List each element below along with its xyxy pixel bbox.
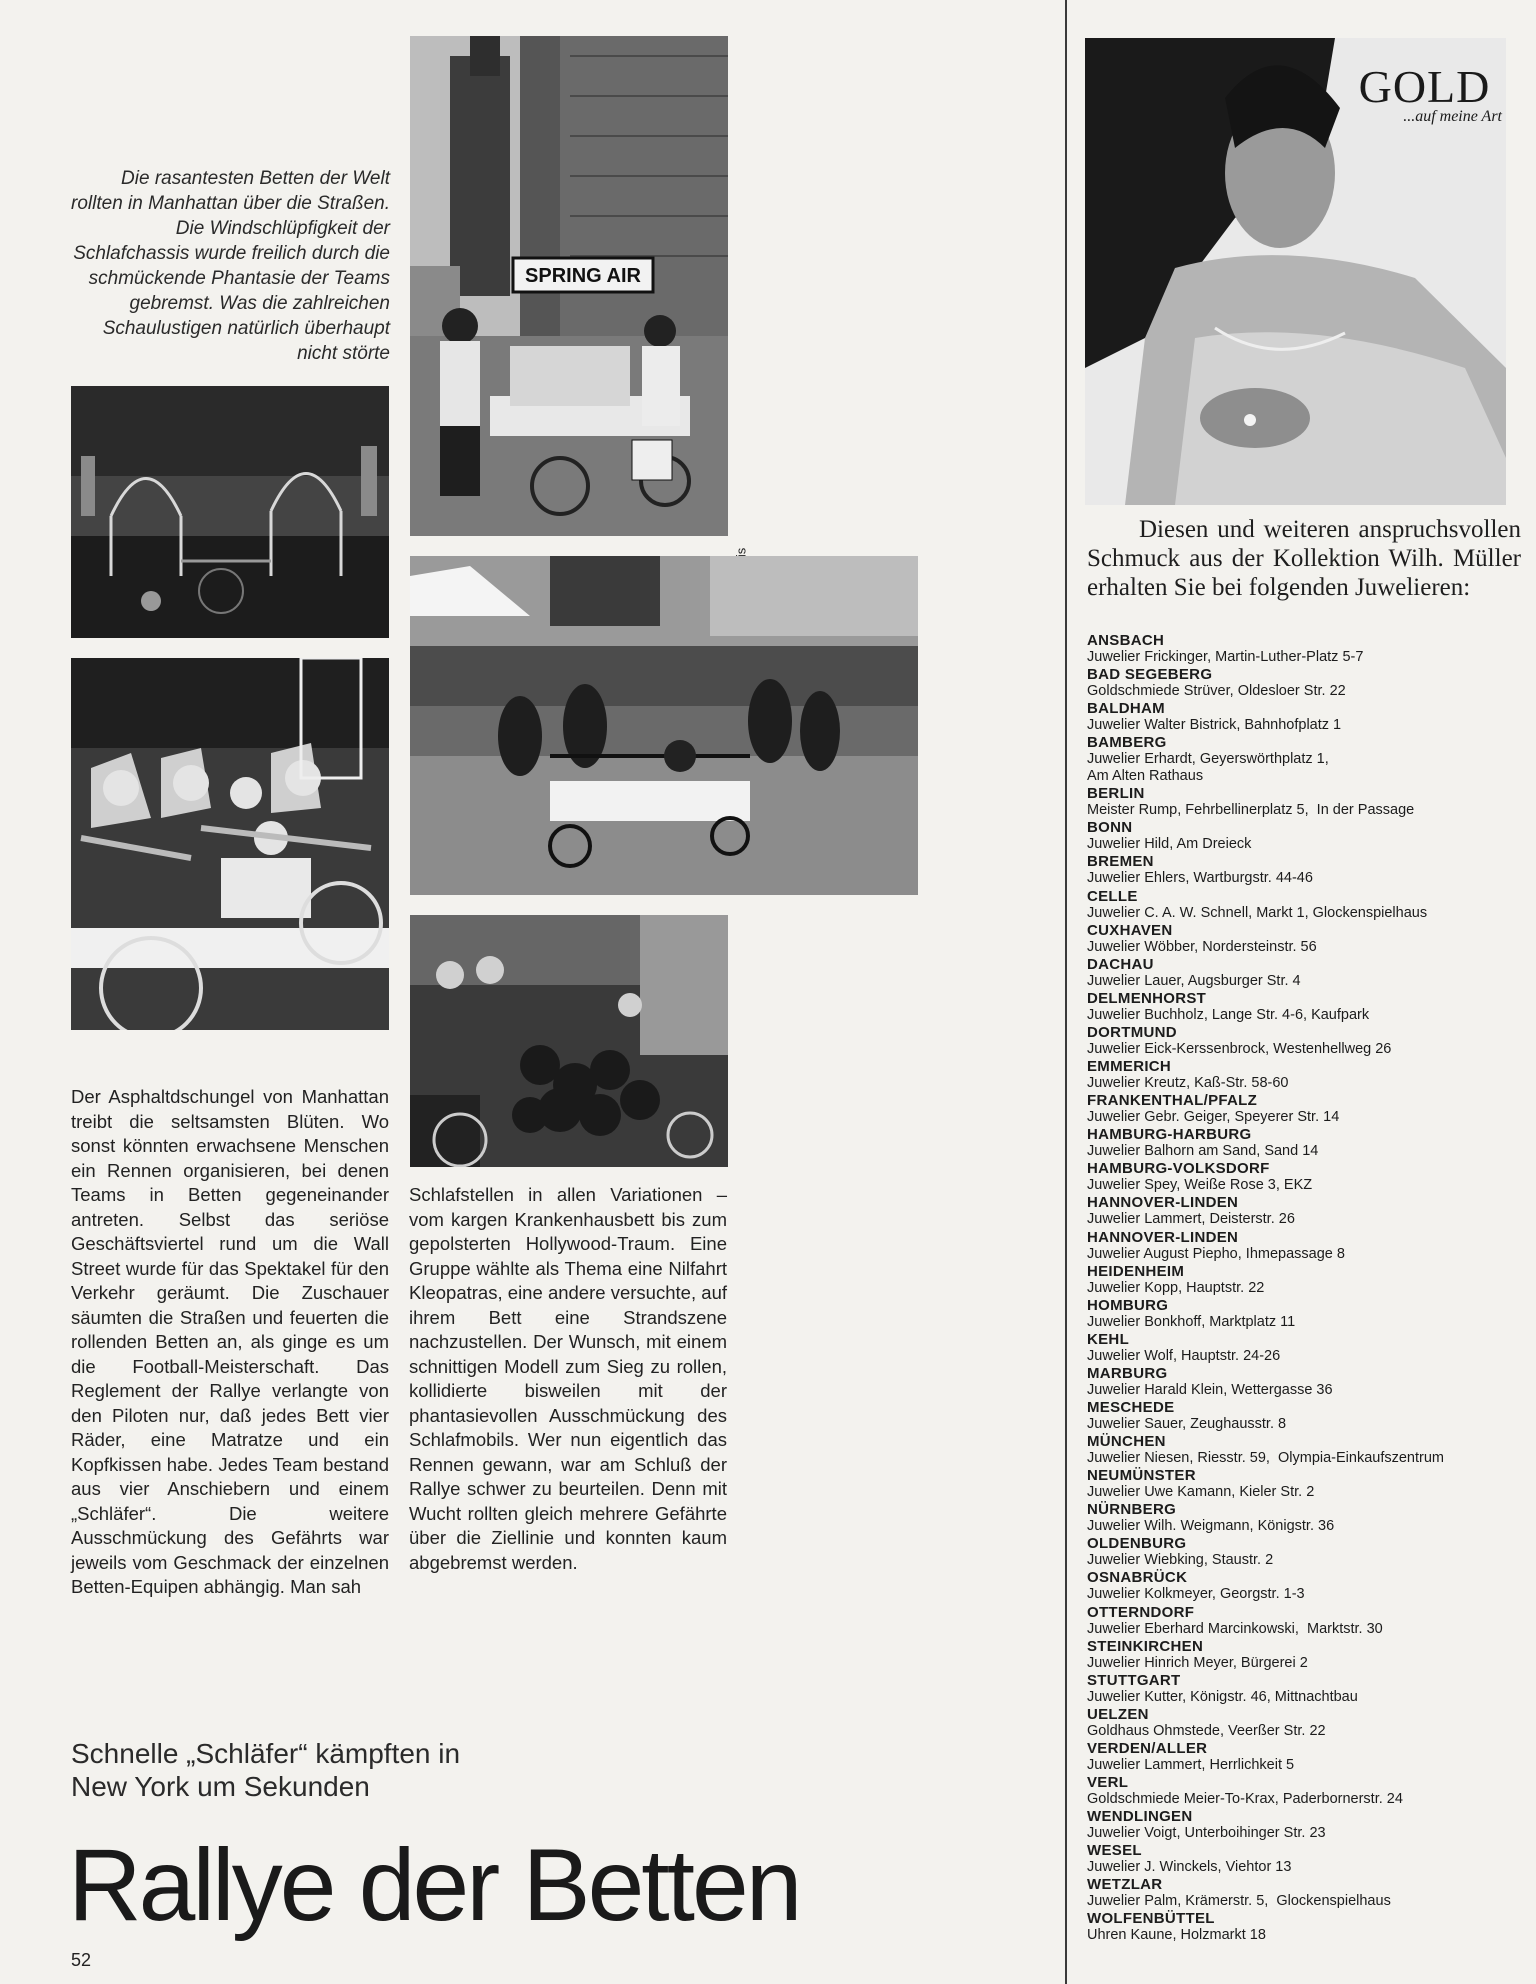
- jeweler-entry: [1087, 633, 1527, 667]
- jeweler-city: STUTTGART: [1087, 1671, 1181, 1689]
- jeweler-address: Juwelier Niesen, Riesstr. 59, Olympia-Einkaufszentrum: [1087, 1450, 1444, 1467]
- jeweler-address: Juwelier C. A. W. Schnell, Markt 1, Glockenspielhaus: [1087, 904, 1428, 921]
- jeweler-city: HANNOVER-LINDEN: [1087, 1194, 1239, 1212]
- jeweler-address: Juwelier Lauer, Augsburger Str. 4: [1087, 972, 1301, 989]
- jeweler-address: Juwelier Eick-Kerssenbrock, Westenhellweg 26: [1087, 1040, 1392, 1057]
- jeweler-city: MÜNCHEN: [1087, 1433, 1166, 1451]
- jeweler-entry: [1087, 735, 1527, 786]
- jeweler-city: DORTMUND: [1087, 1023, 1177, 1041]
- jeweler-entry: [1087, 1127, 1527, 1161]
- jeweler-city: BAMBERG: [1087, 734, 1167, 752]
- jeweler-address: Juwelier Ehlers, Wartburgstr. 44-46: [1087, 870, 1313, 887]
- jeweler-address: Juwelier Wiebking, Staustr. 2: [1087, 1552, 1274, 1569]
- jeweler-city: BAD SEGEBERG: [1087, 666, 1213, 684]
- photo-running-team: [410, 556, 918, 895]
- jeweler-entry: [1087, 786, 1527, 820]
- jeweler-city: WOLFENBÜTTEL: [1087, 1910, 1215, 1928]
- jeweler-entry: [1087, 1366, 1527, 1400]
- jeweler-city: WESEL: [1087, 1842, 1142, 1860]
- jeweler-entry: [1087, 667, 1527, 701]
- jeweler-city: WENDLINGEN: [1087, 1808, 1193, 1826]
- jeweler-city: CUXHAVEN: [1087, 921, 1173, 939]
- jeweler-city: HANNOVER-LINDEN: [1087, 1228, 1239, 1246]
- jeweler-address: Juwelier J. Winckels, Viehtor 13: [1087, 1859, 1292, 1876]
- jeweler-city: MARBURG: [1087, 1364, 1168, 1382]
- jeweler-city: MESCHEDE: [1087, 1398, 1175, 1416]
- page-number: 52: [71, 1950, 92, 1970]
- jeweler-address: Goldschmiede Strüver, Oldesloer Str. 22: [1087, 683, 1346, 700]
- jeweler-entry: [1087, 1195, 1527, 1229]
- jeweler-address: Juwelier Kutter, Königstr. 46, Mittnachtbau: [1087, 1688, 1358, 1705]
- article-body-column-1: Der Asphaltdschungel von Manhattan treibt die seltsamsten Blüten. Wo sonst könnten erwachsene Menschen ein Rennen organisieren, bei denen Teams in Betten gegeneinander antreten. Selbst das seriöse Geschäftsviertel rund um die Wall Street wurde für das Spektakel für den Verkehr geräumt. Die Zuschauer säumten die Straßen und feuerten die rollenden Betten an, als ginge es um die Football-Meisterschaft. Das Reglement der Rallye verlangte von den Piloten nur, daß jedes Bett vier Räder, eine Matratze und ein Kopfkissen habe. Jedes Team bestand aus vier Anschiebern und einem „Schläfer“. Die weitere Ausschmückung des Gefährts war jeweils vom Geschmack der einzelnen Betten-Equipen abhängig. Man sah: [71, 1086, 389, 1597]
- jeweler-entry: [1087, 1639, 1527, 1673]
- jeweler-address: Juwelier Hild, Am Dreieck: [1087, 836, 1252, 853]
- jeweler-address: Juwelier Kreutz, Kaß-Str. 58-60: [1087, 1075, 1289, 1092]
- jeweler-address: Juwelier Wilh. Weigmann, Königstr. 36: [1087, 1518, 1335, 1535]
- ad-brand-logo: GOLD: [1358, 61, 1491, 112]
- jeweler-city: DACHAU: [1087, 955, 1154, 973]
- jeweler-city: OLDENBURG: [1087, 1535, 1187, 1553]
- jeweler-address: Goldhaus Ohmstede, Veerßer Str. 22: [1087, 1722, 1326, 1739]
- jeweler-address: Juwelier Wolf, Hauptstr. 24-26: [1087, 1347, 1281, 1364]
- jeweler-city: VERL: [1087, 1774, 1129, 1791]
- jeweler-address: Juwelier Gebr. Geiger, Speyerer Str. 14: [1087, 1109, 1340, 1126]
- jeweler-entry: [1087, 1230, 1527, 1264]
- jeweler-address: Juwelier Frickinger, Martin-Luther-Platz 5-7: [1087, 649, 1364, 665]
- jeweler-city: FRANKENTHAL/PFALZ: [1087, 1092, 1258, 1110]
- jeweler-entry: [1087, 991, 1527, 1025]
- jeweler-address: Juwelier Voigt, Unterboihinger Str. 23: [1087, 1825, 1326, 1842]
- jeweler-city: CELLE: [1087, 887, 1138, 905]
- jeweler-entry: [1087, 1673, 1527, 1707]
- jeweler-entry: [1087, 889, 1527, 923]
- photo-empty-beds: [71, 386, 389, 638]
- jeweler-address: Uhren Kaune, Holzmarkt 18: [1087, 1927, 1266, 1944]
- jeweler-address: Juwelier Spey, Weiße Rose 3, EKZ: [1087, 1177, 1313, 1194]
- jeweler-entry: [1087, 957, 1527, 991]
- jeweler-city: UELZEN: [1087, 1705, 1149, 1723]
- photo-caption: Die rasantesten Betten der Welt rollten in Manhattan über die Straßen. Die Windschlüpfigkeit der Schlafchassis wurde freilich durch die schmückende Phantasie der Teams gebremst. Was die zahlreichen Schaulustigen natürlich überhaupt nicht störte: [71, 168, 390, 364]
- jeweler-entry: [1087, 1264, 1527, 1298]
- jeweler-city: STEINKIRCHEN: [1087, 1637, 1204, 1655]
- photo-beach-bed: [410, 915, 728, 1167]
- jeweler-address: Juwelier Walter Bistrick, Bahnhofplatz 1: [1087, 717, 1342, 734]
- jeweler-city: HOMBURG: [1087, 1296, 1169, 1314]
- jeweler-entry: [1087, 1911, 1527, 1945]
- jeweler-address: Juwelier Kolkmeyer, Georgstr. 1-3: [1087, 1586, 1305, 1603]
- ad-tagline: ...auf meine Art: [1403, 108, 1502, 125]
- article-headline: Rallye der Betten: [68, 1828, 800, 1942]
- jeweler-entry: [1087, 1400, 1527, 1434]
- jeweler-city: ANSBACH: [1087, 632, 1165, 649]
- jeweler-entry: [1087, 1775, 1527, 1809]
- jeweler-entry: [1087, 1298, 1527, 1332]
- photo-cleopatra-team: [71, 658, 389, 1030]
- jeweler-entry: [1087, 1741, 1527, 1775]
- jeweler-entry: [1087, 1877, 1527, 1911]
- column-divider: [1065, 0, 1067, 1984]
- jeweler-address: Juwelier Palm, Krämerstr. 5, Glockenspielhaus: [1087, 1893, 1391, 1910]
- jeweler-entry: [1087, 854, 1527, 888]
- jeweler-entry: [1087, 1332, 1527, 1366]
- jeweler-city: BREMEN: [1087, 853, 1154, 871]
- jeweler-city: NÜRNBERG: [1087, 1501, 1177, 1519]
- jeweler-entry: [1087, 1536, 1527, 1570]
- jeweler-entry: [1087, 1809, 1527, 1843]
- jeweler-city: WETZLAR: [1087, 1876, 1163, 1894]
- jeweler-address: Juwelier Kopp, Hauptstr. 22: [1087, 1279, 1265, 1296]
- jeweler-entry: [1087, 923, 1527, 957]
- jeweler-address: Juwelier Erhardt, Geyerswörthplatz 1, Am Alten Rathaus: [1087, 751, 1329, 785]
- jeweler-address: Juwelier August Piepho, Ihmepassage 8: [1087, 1245, 1345, 1262]
- jeweler-city: BONN: [1087, 819, 1133, 837]
- jeweler-address: Juwelier Hinrich Meyer, Bürgerei 2: [1087, 1654, 1308, 1671]
- jeweler-entry: [1087, 1843, 1527, 1877]
- jeweler-address: Juwelier Sauer, Zeughausstr. 8: [1087, 1415, 1287, 1432]
- jeweler-city: NEUMÜNSTER: [1087, 1467, 1196, 1485]
- sign-text: SPRING AIR: [525, 265, 641, 287]
- article-body-column-2: Schlafstellen in allen Variationen – vom kargen Krankenhausbett bis zum gepolsterten Hollywood-Traum. Eine Gruppe wählte als Thema eine Nilfahrt Kleopatras, eine andere versuchte, auf ihrem Bett eine Strandszene nachzustellen. Der Wunsch, mit einem schnittigen Modell zum Sieg zu rollen, kollidierte bisweilen mit der phantasievollen Ausschmückung des Schlafmobils. Wer nun eigentlich das Rennen gewann, war am Schluß der Rallye schwer zu beurteilen. Denn mit Wucht rollten gleich mehrere Gefährte über die Ziellinie und konnten kaum abgebremst werden.: [409, 1184, 727, 1573]
- jeweler-entry: [1087, 1605, 1527, 1639]
- jeweler-city: BERLIN: [1087, 785, 1145, 803]
- jeweler-entry: [1087, 1059, 1527, 1093]
- jeweler-entry: [1087, 1161, 1527, 1195]
- jeweler-entry: [1087, 701, 1527, 735]
- jeweler-address: Juwelier Harald Klein, Wettergasse 36: [1087, 1381, 1333, 1398]
- article-subtitle: Schnelle „Schläfer“ kämpften in New York um Sekunden: [71, 1738, 461, 1802]
- jeweler-address: Juwelier Eberhard Marcinkowski, Marktstr. 30: [1087, 1620, 1383, 1637]
- jeweler-city: HAMBURG-HARBURG: [1087, 1126, 1252, 1144]
- jeweler-entry: [1087, 1025, 1527, 1059]
- jeweler-city: BALDHAM: [1087, 700, 1165, 718]
- jeweler-address: Juwelier Uwe Kamann, Kieler Str. 2: [1087, 1484, 1315, 1501]
- jeweler-entry: [1087, 1093, 1527, 1127]
- ad-intro-text: Diesen und weiteren anspruchsvollen Schmuck aus der Kollektion Wilh. Müller erhalten Sie bei folgenden Juwelieren:: [1087, 516, 1521, 601]
- jeweler-entry: [1087, 820, 1527, 854]
- jeweler-address: Goldschmiede Meier-To-Krax, Paderbornerstr. 24: [1087, 1791, 1403, 1807]
- jeweler-city: OSNABRÜCK: [1087, 1569, 1188, 1587]
- jeweler-address: Juwelier Wöbber, Nordersteinstr. 56: [1087, 938, 1317, 955]
- jeweler-city: HAMBURG-VOLKSDORF: [1087, 1160, 1270, 1178]
- jeweler-entry: [1087, 1707, 1527, 1741]
- jeweler-entry: [1087, 1570, 1527, 1604]
- jeweler-entry: [1087, 1502, 1527, 1536]
- jeweler-address: Juwelier Balhorn am Sand, Sand 14: [1087, 1143, 1319, 1160]
- jeweler-address: Juwelier Buchholz, Lange Str. 4-6, Kaufpark: [1087, 1006, 1370, 1023]
- jeweler-list: [1087, 633, 1527, 1945]
- jeweler-address: Meister Rump, Fehrbellinerplatz 5, In der Passage: [1087, 802, 1415, 819]
- jeweler-city: KEHL: [1087, 1330, 1130, 1348]
- jeweler-city: DELMENHORST: [1087, 989, 1207, 1007]
- jeweler-entry: [1087, 1468, 1527, 1502]
- jeweler-city: OTTERNDORF: [1087, 1603, 1195, 1621]
- photo-spring-air-bed: [410, 36, 728, 536]
- jeweler-address: Juwelier Lammert, Deisterstr. 26: [1087, 1211, 1295, 1228]
- jeweler-entry: [1087, 1434, 1527, 1468]
- jeweler-city: HEIDENHEIM: [1087, 1262, 1185, 1280]
- jeweler-address: Juwelier Bonkhoff, Marktplatz 11: [1087, 1313, 1296, 1330]
- jeweler-city: VERDEN/ALLER: [1087, 1739, 1208, 1757]
- jeweler-address: Juwelier Lammert, Herrlichkeit 5: [1087, 1756, 1295, 1773]
- jeweler-city: EMMERICH: [1087, 1058, 1172, 1076]
